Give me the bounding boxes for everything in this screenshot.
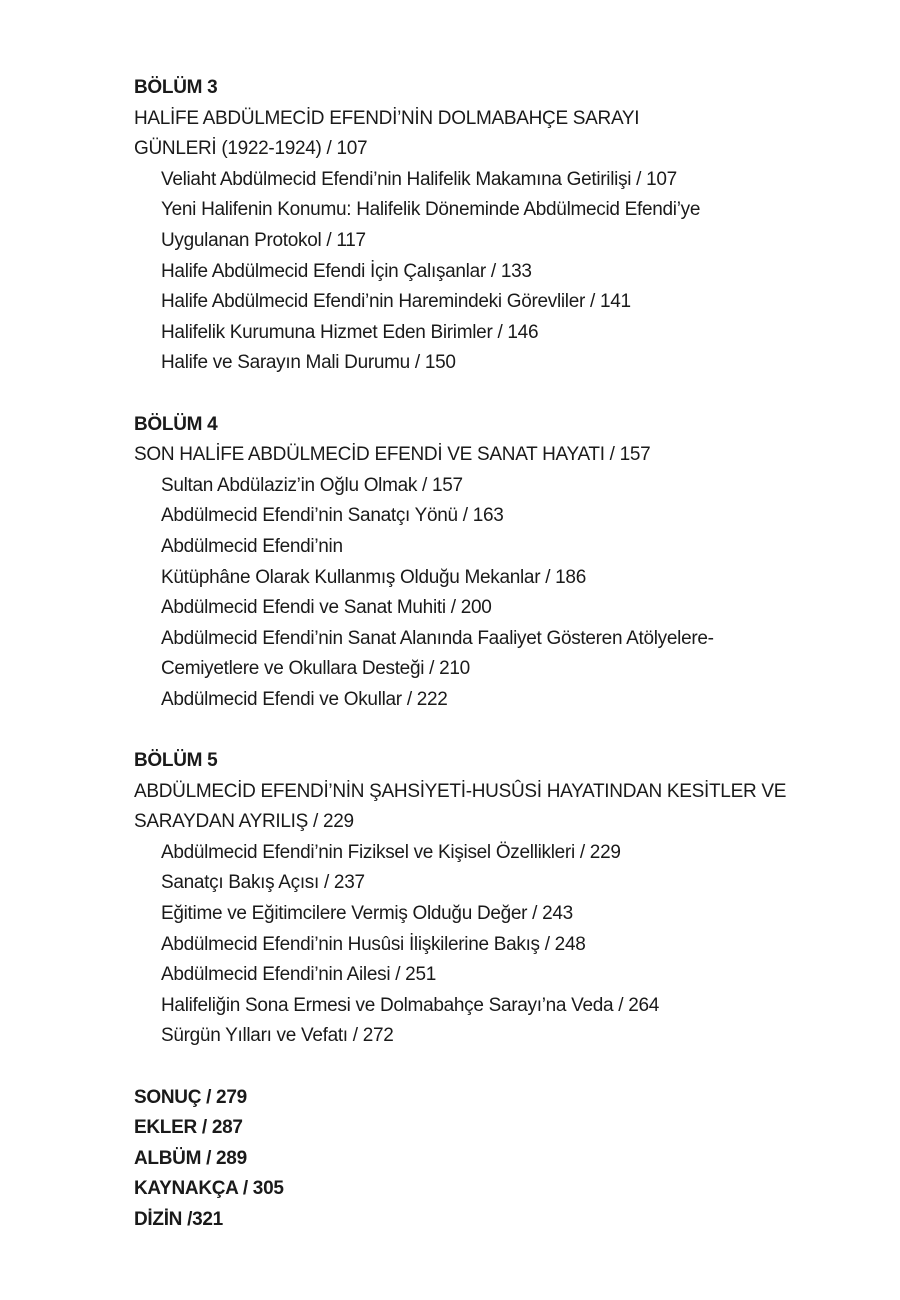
toc-entry: Yeni Halifenin Konumu: Halifelik Döneminde Abdülmecid Efendi’ye [161, 199, 701, 221]
toc-entry: Halife Abdülmecid Efendi İçin Çalışanlar / 133 [161, 260, 532, 282]
section-spacer [134, 715, 874, 746]
toc-entry: Halife Abdülmecid Efendi’nin Haremindeki Görevliler / 141 [161, 291, 631, 313]
closing-entry-sonuc: SONUÇ / 279 [134, 1086, 247, 1108]
toc-entry: Abdülmecid Efendi’nin Sanat Alanında Faaliyet Gösteren Atölyelere- [161, 627, 714, 649]
toc-entry: Cemiyetlere ve Okullara Desteği / 210 [161, 658, 470, 680]
chapter-title-line: HALİFE ABDÜLMECİD EFENDİ’NİN DOLMABAHÇE SARAYI [134, 107, 640, 129]
chapter-title-line: ABDÜLMECİD EFENDİ’NİN ŞAHSİYETİ-HUSÛSİ HAYATINDAN KESİTLER VE [134, 780, 787, 802]
toc-entry: Eğitime ve Eğitimcilere Vermiş Olduğu Değer / 243 [161, 903, 573, 925]
chapter-title-line: SARAYDAN AYRILIŞ / 229 [134, 811, 354, 833]
chapter-4-section [134, 410, 874, 716]
toc-entry: Halifelik Kurumuna Hizmet Eden Birimler / 146 [161, 321, 539, 343]
toc-entry: Kütüphâne Olarak Kullanmış Olduğu Mekanlar / 186 [161, 566, 586, 588]
closing-entry-dizin: DİZİN /321 [134, 1208, 223, 1230]
chapter-5-section [134, 746, 874, 1052]
closing-entry-album: ALBÜM / 289 [134, 1147, 247, 1169]
toc-entry: Abdülmecid Efendi’nin Fiziksel ve Kişisel Özellikleri / 229 [161, 841, 621, 863]
toc-entry: Veliaht Abdülmecid Efendi’nin Halifelik Makamına Getirilişi / 107 [161, 168, 677, 190]
chapter-title-line: GÜNLERİ (1922-1924) / 107 [134, 138, 368, 160]
toc-entry: Halifeliğin Sona Ermesi ve Dolmabahçe Sarayı’na Veda / 264 [161, 994, 660, 1016]
toc-entry: Uygulanan Protokol / 117 [161, 229, 366, 251]
section-spacer [134, 379, 874, 410]
closing-entry-kaynakca: KAYNAKÇA / 305 [134, 1178, 284, 1200]
chapter-label: BÖLÜM 3 [134, 77, 218, 98]
toc-entry: Sultan Abdülaziz’in Oğlu Olmak / 157 [161, 474, 463, 496]
closing-section [134, 1083, 874, 1236]
closing-entry-ekler: EKLER / 287 [134, 1117, 243, 1139]
chapter-label: BÖLÜM 5 [134, 750, 218, 772]
chapter-title-line: SON HALİFE ABDÜLMECİD EFENDİ VE SANAT HAYATI / 157 [134, 444, 651, 466]
chapter-label: BÖLÜM 4 [134, 413, 218, 435]
toc-entry: Sürgün Yılları ve Vefatı / 272 [161, 1025, 394, 1047]
toc-entry: Abdülmecid Efendi’nin Sanatçı Yönü / 163 [161, 505, 504, 527]
toc-entry: Halife ve Sarayın Mali Durumu / 150 [161, 352, 456, 374]
chapter-3-section [134, 73, 874, 379]
toc-entry: Abdülmecid Efendi ve Okullar / 222 [161, 688, 448, 710]
toc-entry: Abdülmecid Efendi ve Sanat Muhiti / 200 [161, 597, 492, 619]
toc-entry: Abdülmecid Efendi’nin Ailesi / 251 [161, 964, 436, 986]
table-of-contents [134, 73, 874, 1236]
toc-entry: Sanatçı Bakış Açısı / 237 [161, 872, 365, 894]
toc-entry: Abdülmecid Efendi’nin [161, 535, 343, 557]
toc-entry: Abdülmecid Efendi’nin Husûsi İlişkilerine Bakış / 248 [161, 933, 586, 955]
section-spacer [134, 1052, 874, 1083]
